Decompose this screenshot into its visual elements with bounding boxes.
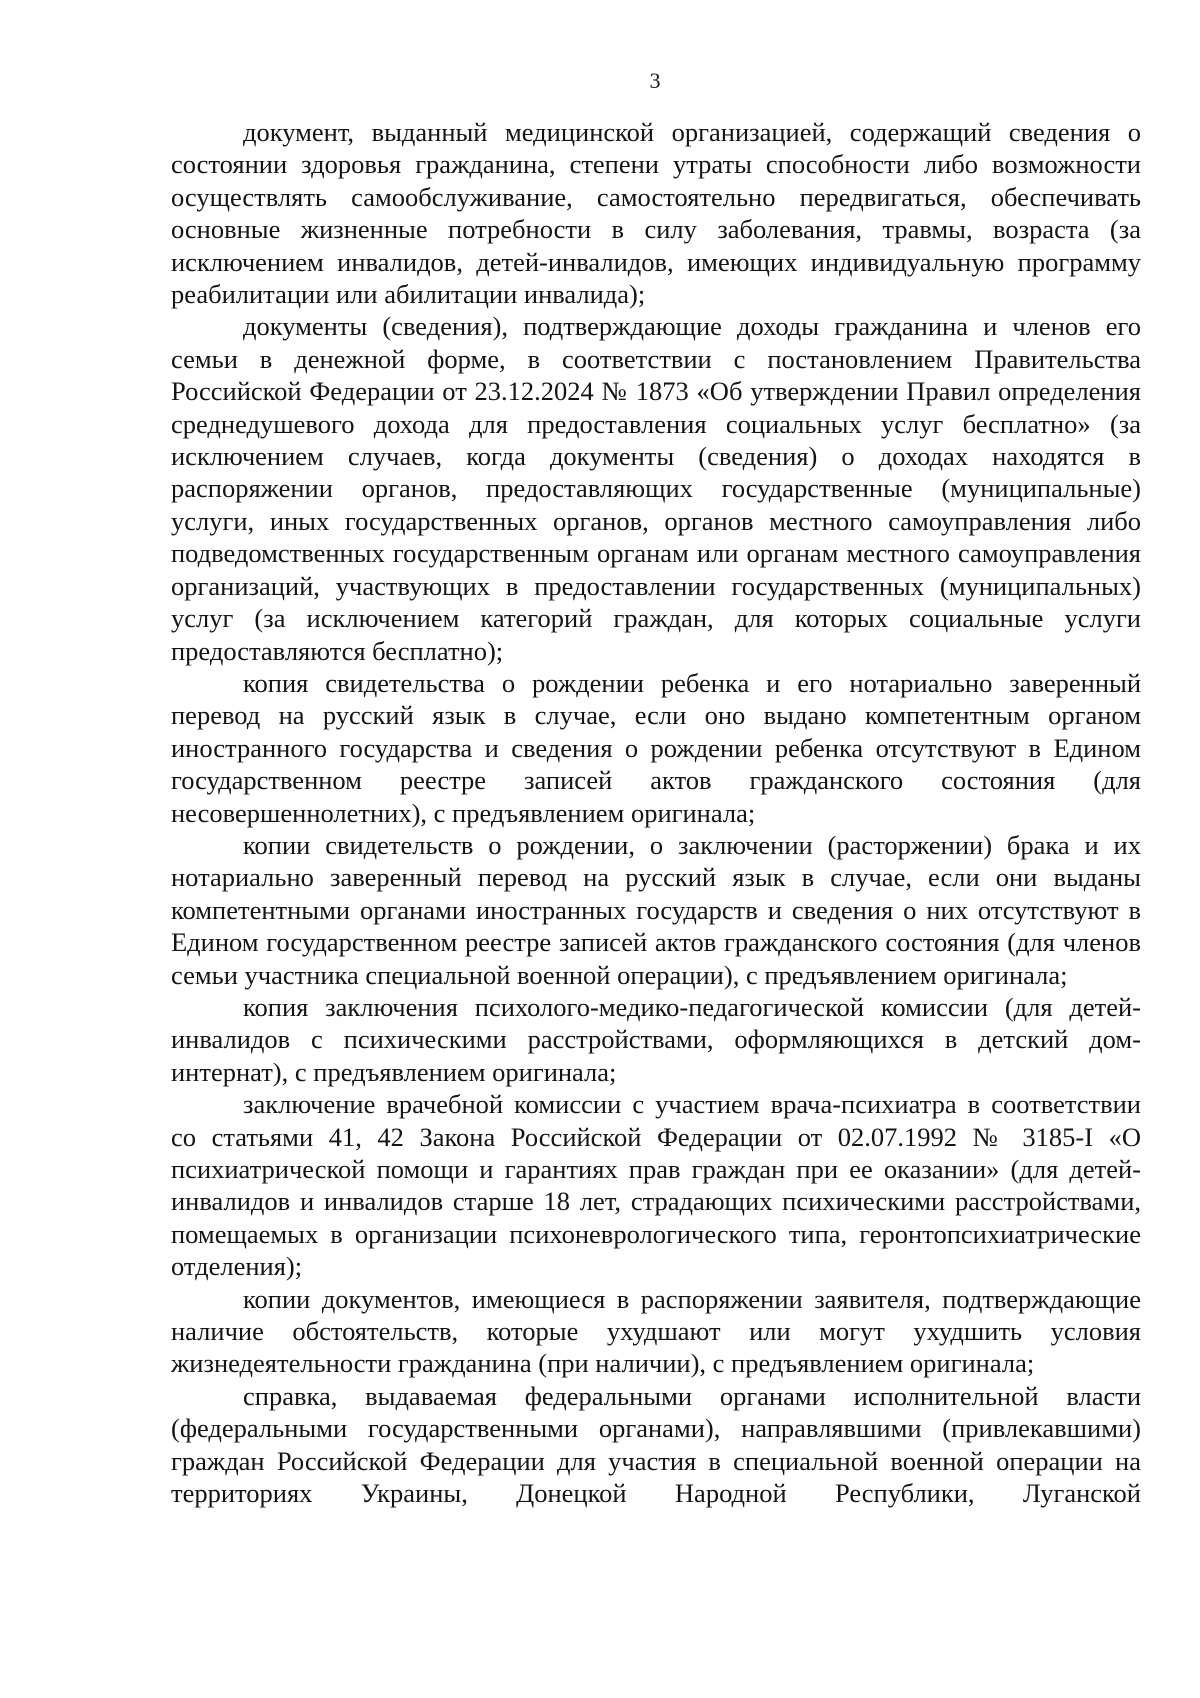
paragraph-circumstances-documents: копии документов, имеющиеся в распоряжении заявителя, подтверждающие наличие обстоятельств, которые ухудшают или могут ухудшить условия жизнедеятельности гражданина (при наличии), с предъявлением оригинала;	[171, 1283, 1141, 1379]
paragraph-income-documents: документы (сведения), подтверждающие доходы гражданина и членов его семьи в денежной форме, в соответствии с постановлением Правительства Российской Федерации от 23.12.2024 № 1873 «Об утверждении Правил определения среднедушевого дохода для предоставления социальных услуг бесплатно» (за исключением случаев, когда документы (сведения) о доходах находятся в распоряжении органов, предоставляющих государственные (муниципальные) услуги, иных государственных органов, органов местного самоуправления либо подведомственных государственным органам или органам местного самоуправления организаций, участвующих в предоставлении государственных (муниципальных) услуг (за исключением категорий граждан, для которых социальные услуги предоставляются бесплатно);	[171, 311, 1141, 666]
paragraph-medical-document: документ, выданный медицинской организацией, содержащий сведения о состоянии здоровья гражданина, степени утраты способности либо возможности осуществлять самообслуживание, самостоятельно передвигаться, обеспечивать основные жизненные потребности в силу заболевания, травмы, возраста (за исключением инвалидов, детей-инвалидов, имеющих индивидуальную программу реабилитации или абилитации инвалида);	[171, 117, 1141, 310]
paragraph-pmpk-conclusion: копия заключения психолого-медико-педагогической комиссии (для детей-инвалидов с психическими расстройствами, оформляющихся в детский дом-интернат), с предъявлением оригинала;	[171, 991, 1141, 1087]
paragraph-federal-certificate: справка, выдаваемая федеральными органами исполнительной власти (федеральными государственными органами), направлявшими (привлекавшими) граждан Российской Федерации для участия в специальной военной операции на территориях Украины, Донецкой Народной Республики, Луганской	[171, 1380, 1141, 1509]
page-number: 3	[649, 68, 661, 93]
paragraph-birth-certificate-copy: копия свидетельства о рождении ребенка и его нотариально заверенный перевод на русский язык в случае, если оно выдано компетентным органом иностранного государства и сведения о рождении ребенка отсутствуют в Едином государственном реестре записей актов гражданского состояния (для несовершеннолетних), с предъявлением оригинала;	[171, 667, 1141, 828]
document-body	[171, 116, 1141, 1509]
paragraph-certificates-copies: копии свидетельств о рождении, о заключении (расторжении) брака и их нотариально заверенный перевод на русский язык в случае, если они выданы компетентными органами иностранных государств и сведения о них отсутствуют в Едином государственном реестре записей актов гражданского состояния (для членов семьи участника специальной военной операции), с предъявлением оригинала;	[171, 829, 1141, 990]
paragraph-medical-commission: заключение врачебной комиссии с участием врача-психиатра в соответствии со статьями 41, 42 Закона Российской Федерации от 02.07.1992 № 3185-I «О психиатрической помощи и гарантиях прав граждан при ее оказании» (для детей-инвалидов и инвалидов старше 18 лет, страдающих психическими расстройствами, помещаемых в организации психоневрологического типа, геронтопсихиатрические отделения);	[171, 1089, 1141, 1282]
